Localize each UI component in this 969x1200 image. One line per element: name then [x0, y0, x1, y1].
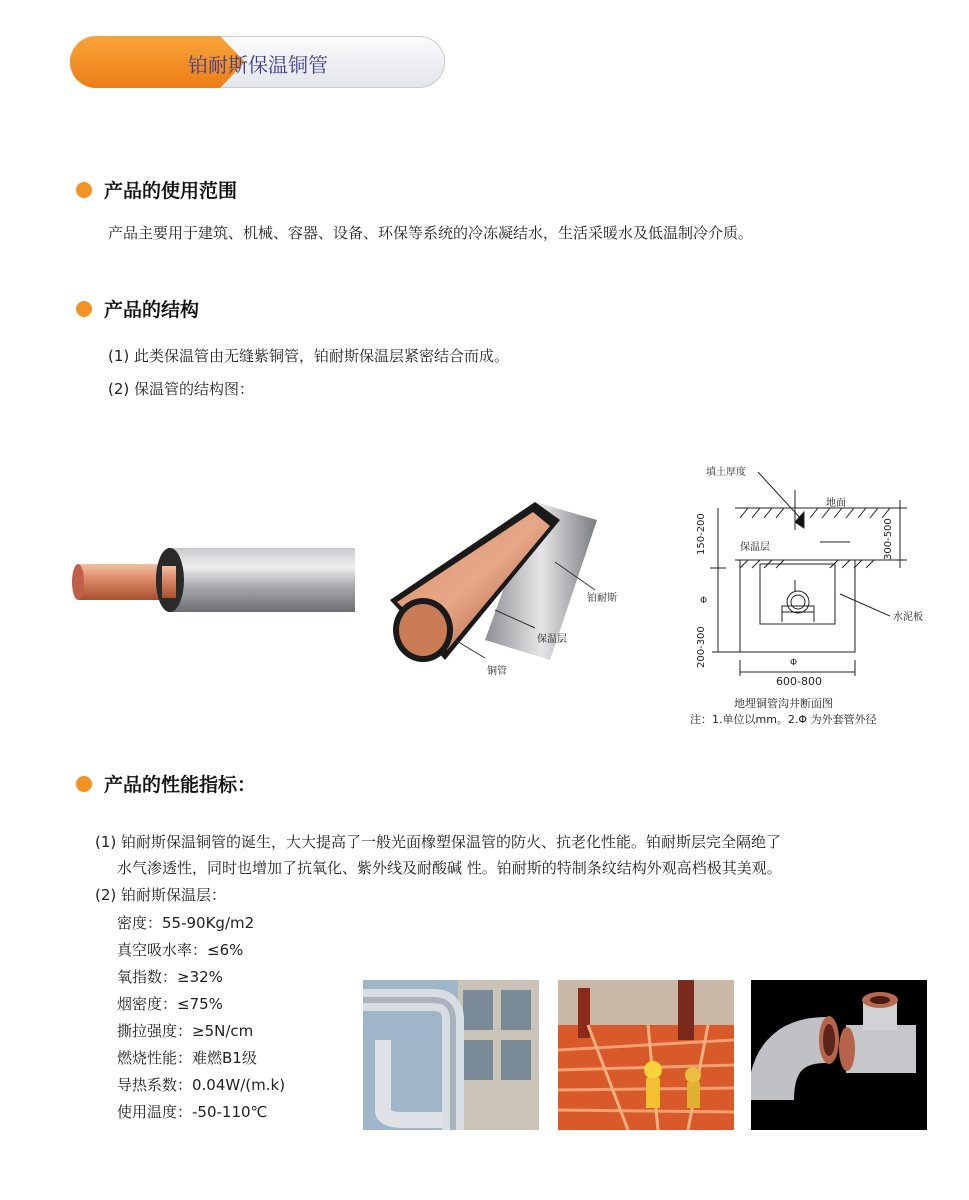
diagram-fill-thickness-label: 填土厚度: [706, 467, 746, 478]
pipe-fittings-photo: [751, 980, 927, 1130]
performance-item-1-line-2: 水气渗透性，同时也增加了抗氧化、紫外线及耐酸碱 性。铂耐斯的特制条纹结构外观高档极其美观。: [117, 859, 782, 877]
structure-item-2: (2) 保温管的结构图：: [108, 380, 255, 398]
diagram-caption: 地埋铜管沟井断面图: [734, 697, 833, 710]
spec-flammability: 燃烧性能：难燃B1级: [117, 1049, 257, 1067]
spec-smoke-density: 烟密度：≤75%: [117, 995, 223, 1013]
diagram-dim-bottom: 600-800: [776, 675, 822, 688]
section-heading-performance: [76, 770, 256, 797]
pipe-side-view-image: [70, 540, 360, 615]
section-title: 产品的使用范围: [104, 180, 238, 202]
label-copper: 铜管: [487, 666, 507, 677]
building-pipe-photo: [363, 980, 539, 1130]
section-title: 产品的结构: [104, 299, 200, 321]
diagram-cement-board-label: 水泥板: [893, 612, 923, 623]
bullet-dot-icon: [76, 301, 92, 317]
diagram-insulation-label: 保温层: [740, 542, 770, 553]
spec-thermal-conductivity: 导热系数：0.04W/(m.k): [117, 1076, 286, 1094]
bullet-dot-icon: [76, 182, 92, 198]
structure-item-1: (1) 此类保温管由无缝紫铜管，铂耐斯保温层紧密结合而成。: [108, 347, 510, 365]
spec-oxygen-index: 氧指数：≥32%: [117, 968, 223, 986]
industrial-site-photo: [558, 980, 734, 1130]
spec-tear-strength: 撕拉强度：≥5N/cm: [117, 1022, 254, 1040]
spec-density: 密度：55-90Kg/m2: [117, 914, 255, 932]
section-heading-structure: [76, 295, 199, 322]
usage-text: 产品主要用于建筑、机械、容器、设备、环保等系统的冷冻凝结水，生活采暖水及低温制冷介质。: [108, 224, 754, 242]
section-title: 产品的性能指标：: [104, 774, 257, 796]
diagram-phi-label-side: Φ: [700, 596, 708, 606]
diagram-phi-label-bottom: Φ: [790, 658, 798, 668]
diagram-dim-left-top: 150-200: [696, 513, 707, 555]
diagram-note: 注：1.单位以mm。2.Φ 为外套管外径: [690, 713, 877, 726]
section-heading-usage: [76, 176, 237, 203]
page-title: 铂耐斯保温铜管: [188, 53, 328, 77]
trench-section-diagram: [690, 460, 950, 695]
diagram-dim-left-bottom: 200-300: [696, 626, 707, 668]
header-tab: [70, 36, 445, 88]
spec-temperature-range: 使用温度：-50-110℃: [117, 1103, 268, 1121]
performance-item-2: (2) 铂耐斯保温层：: [95, 886, 227, 904]
performance-item-1-line-1: (1) 铂耐斯保温铜管的诞生，大大提高了一般光面橡塑保温管的防火、抗老化性能。铂耐斯层完全隔绝了: [95, 833, 782, 851]
spec-water-absorption: 真空吸水率：≤6%: [117, 941, 244, 959]
diagram-dim-right: 300-500: [883, 518, 894, 560]
diagram-ground-label: 地面: [826, 498, 846, 509]
bullet-dot-icon: [76, 776, 92, 792]
label-aluminum: 铂耐斯: [587, 593, 617, 604]
label-insulation: 保温层: [537, 634, 567, 645]
